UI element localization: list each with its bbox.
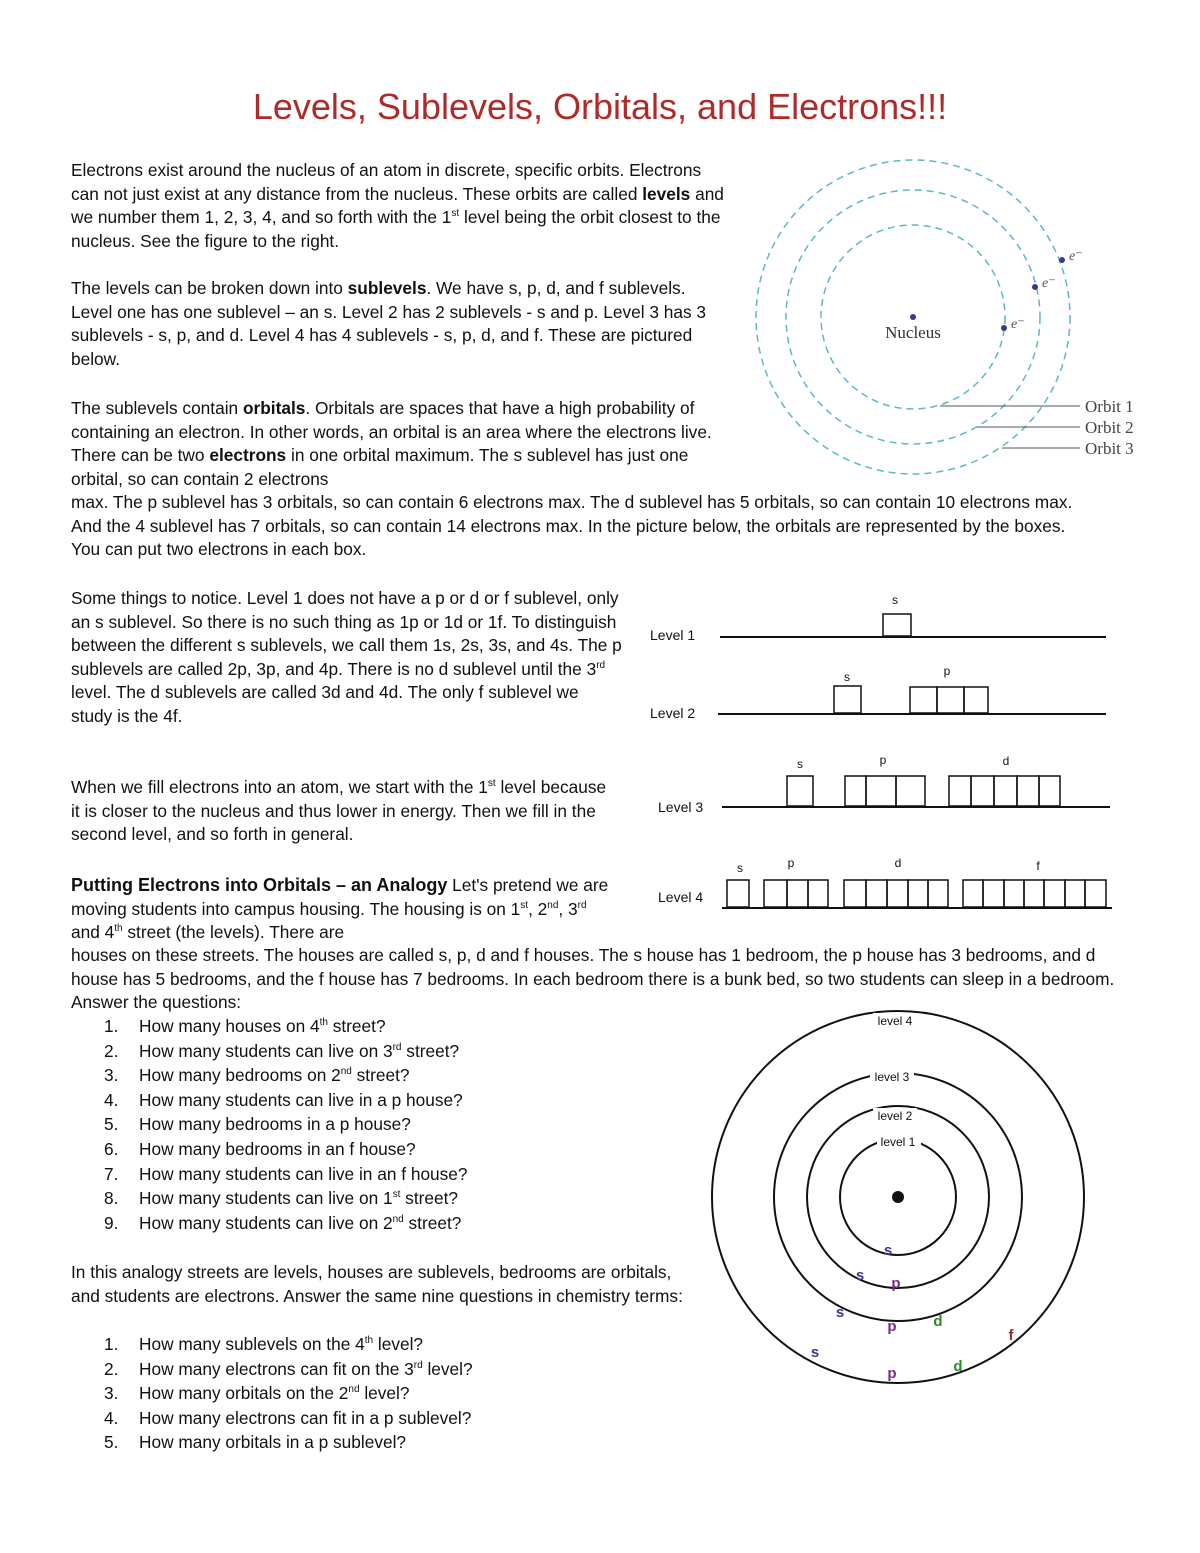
questions-list-chemistry — [104, 1332, 473, 1455]
analogy-paragraph: Putting Electrons into Orbitals – an Analogy Let's pretend we are moving students into campus housing. The housing is on 1st, 2nd, 3rd and 4th street (the levels). There are — [71, 875, 609, 942]
intro-paragraph-levels: Electrons exist around the nucleus of an atom in discrete, specific orbits. Electrons can not just exist at any distance from the nucleus. These orbits are called levels and we number them 1, 2, 3, 4, and so forth with the 1st level being the orbit closest to the nucleus. See the figure to the right. — [71, 160, 724, 251]
ring-level-4-label: level 4 — [877, 1014, 913, 1028]
question-text-end: level? — [422, 1358, 473, 1379]
question-item — [104, 1211, 468, 1236]
level-4-label: Level 4 — [658, 889, 704, 905]
level-1-s-label: s — [892, 593, 898, 607]
question-number: 2. — [104, 1358, 119, 1379]
question-item — [104, 1406, 473, 1431]
question-item — [104, 1357, 473, 1382]
page-title: Levels, Sublevels, Orbitals, and Electrons!!! — [252, 86, 948, 127]
question-number: 1. — [104, 1016, 119, 1036]
question-number: 4. — [104, 1407, 119, 1428]
question-item — [104, 1186, 468, 1211]
ordinal-suffix: nd — [340, 1066, 352, 1078]
electron-3-label: e⁻ — [1069, 249, 1083, 264]
question-text: How many students can live on 3 — [139, 1040, 393, 1061]
level-2-p-label: p — [943, 664, 951, 678]
electron-1-label: e⁻ — [1011, 317, 1025, 332]
question-text-end: street? — [403, 1212, 462, 1233]
orbit-1-label: Orbit 1 — [1085, 397, 1134, 416]
level-4-s-label: s — [737, 861, 743, 875]
question-text-end: level? — [373, 1334, 424, 1354]
question-item — [104, 1430, 473, 1455]
ring4-p-label: p — [887, 1365, 897, 1382]
intro-paragraph-orbitals-cont: max. The p sublevel has 3 orbitals, so can contain 6 electrons max. The d sublevel has 5 orbitals, so can contain 10 electrons max. And the 4 sublevel has 7 orbitals, so can contain 14 electrons max. In the picture below, the orbitals are represented by the boxes. You can put two electrons in each box. — [71, 492, 1073, 559]
analogy-paragraph-cont: houses on these streets. The houses are called s, p, d and f houses. The s house has 1 bedroom, the p house has 3 bedrooms, and d house has 5 bedrooms, and the f house has 7 bedrooms. In each bedroom there is a bunk bed, so two students can sleep in a bedroom. Answer the questions: — [71, 945, 1115, 1012]
level-3-label: Level 3 — [658, 799, 704, 815]
question-item — [104, 1014, 468, 1039]
level-3-p-label: p — [879, 753, 887, 767]
question-number: 1. — [104, 1334, 119, 1354]
question-item — [104, 1381, 473, 1406]
level-1-label: Level 1 — [650, 627, 696, 643]
question-number: 3. — [104, 1383, 119, 1404]
question-text-end: level? — [359, 1383, 410, 1404]
ring3-s-label: s — [835, 1304, 845, 1321]
ring-level-1-label: level 1 — [880, 1135, 916, 1149]
question-text: How many electrons can fit on the 3 — [139, 1358, 414, 1379]
center-nucleus — [892, 1191, 904, 1203]
question-item — [104, 1088, 468, 1113]
question-text-end: street? — [327, 1016, 386, 1036]
ring4-d-label: d — [953, 1358, 963, 1375]
level-4-p-label: p — [787, 856, 795, 870]
level-4-f-label: f — [1036, 859, 1040, 873]
intro-paragraph-orbitals: The sublevels contain orbitals. Orbitals are spaces that have a high probability of containing an electron. In other words, an orbital is an area where the electrons live. There can be two electrons in one orbital maximum. The s sublevel has just one orbital, so can contain 2 electrons — [71, 398, 712, 489]
question-text: How many bedrooms in a p house? — [139, 1114, 411, 1135]
fill-paragraph: When we fill electrons into an atom, we start with the 1st level because it is closer to the nucleus and thus lower in energy. Then we fill in the second level, and so forth in general. — [71, 777, 607, 844]
question-text-end: street? — [401, 1040, 460, 1061]
ordinal-suffix: th — [319, 1017, 328, 1029]
level-3-s-label: s — [797, 757, 803, 771]
level-2-s-label: s — [844, 670, 850, 684]
ring1-s-label: s — [883, 1242, 893, 1259]
ring2-p-label: p — [891, 1275, 901, 1292]
question-number: 5. — [104, 1114, 119, 1135]
question-number: 9. — [104, 1212, 119, 1233]
electron-2-label: e⁻ — [1042, 276, 1056, 291]
analogy-summary-paragraph: In this analogy streets are levels, houses are sublevels, bedrooms are orbitals, and students are electrons. Answer the same nine questions in chemistry terms: — [71, 1262, 683, 1306]
ring4-f-label: f — [1008, 1327, 1014, 1344]
question-text: How many electrons can fit in a p sublevel? — [139, 1407, 472, 1428]
question-text: How many orbitals on the 2 — [139, 1383, 349, 1404]
ring-level-3-label: level 3 — [874, 1070, 910, 1084]
question-number: 8. — [104, 1188, 119, 1209]
notice-paragraph: Some things to notice. Level 1 does not have a p or d or f sublevel, only an s sublevel. So there is no such thing as 1p or 1d or 1f. To distinguish between the different s sublevels, we call them 1s, 2s, 3s, and 4s. The p sublevels are called 2p, 3p, and 4p. There is no d sublevel until the 3rd level. The d sublevels are called 3d and 4d. The only f sublevel we study is the 4f. — [71, 588, 622, 726]
orbit-3-label: Orbit 3 — [1085, 439, 1134, 458]
question-text: How many students can live on 2 — [139, 1212, 393, 1233]
question-item — [104, 1137, 468, 1162]
level-rings-diagram — [705, 1010, 1095, 1390]
orbit-diagram — [740, 145, 1160, 475]
ring3-p-label: p — [887, 1318, 897, 1335]
question-number: 7. — [104, 1163, 119, 1184]
ordinal-suffix: rd — [392, 1041, 402, 1053]
question-text: How many orbitals in a p sublevel? — [139, 1432, 407, 1453]
ring4-s-label: s — [810, 1344, 820, 1361]
ordinal-suffix: nd — [392, 1213, 404, 1225]
question-item — [104, 1162, 468, 1187]
ordinal-suffix: st — [392, 1189, 401, 1201]
electron-2-dot — [1032, 284, 1038, 290]
question-text: How many students can live on 1 — [139, 1188, 393, 1209]
question-item — [104, 1332, 473, 1357]
nucleus-dot — [910, 314, 916, 320]
level-3-d-label: d — [1002, 754, 1010, 768]
ring2-s-label: s — [855, 1267, 865, 1284]
nucleus-label: Nucleus — [885, 323, 941, 342]
question-item — [104, 1112, 468, 1137]
electron-1-dot — [1001, 325, 1007, 331]
orbit-2-label: Orbit 2 — [1085, 418, 1134, 437]
question-text: How many houses on 4 — [139, 1016, 320, 1036]
question-text: How many students can live in an f house? — [139, 1163, 468, 1184]
level-2-label: Level 2 — [650, 705, 696, 721]
question-text-end: street? — [351, 1065, 410, 1086]
ordinal-suffix: nd — [348, 1384, 360, 1396]
question-text: How many bedrooms on 2 — [139, 1065, 341, 1086]
question-text: How many sublevels on the 4 — [139, 1334, 365, 1354]
ordinal-suffix: rd — [413, 1359, 423, 1371]
question-text-end: street? — [400, 1188, 459, 1209]
analogy-heading: Putting Electrons into Orbitals – an Analogy — [71, 875, 448, 895]
question-number: 3. — [104, 1065, 119, 1086]
questions-list-housing — [104, 1014, 468, 1235]
question-text: How many students can live in a p house? — [139, 1089, 463, 1110]
question-number: 5. — [104, 1432, 119, 1453]
ordinal-suffix: th — [364, 1335, 374, 1347]
ring-level-2-label: level 2 — [877, 1109, 913, 1123]
question-text: How many bedrooms in an f house? — [139, 1138, 416, 1159]
question-number: 2. — [104, 1040, 119, 1061]
level-4-d-label: d — [894, 856, 902, 870]
question-number: 4. — [104, 1089, 119, 1110]
ring3-d-label: d — [933, 1313, 943, 1330]
intro-paragraph-sublevels: The levels can be broken down into sublevels. We have s, p, d, and f sublevels. Level one has one sublevel – an s. Level 2 has 2 sublevels - s and p. Level 3 has 3 sublevels - s, p, and d. Level 4 has 4 sublevels - s, p, d, and f. These are pictured below. — [71, 278, 707, 369]
question-item — [104, 1063, 468, 1088]
question-number: 6. — [104, 1138, 119, 1159]
question-item — [104, 1039, 468, 1064]
sublevel-orbital-diagram — [640, 588, 1120, 918]
electron-3-dot — [1059, 257, 1065, 263]
